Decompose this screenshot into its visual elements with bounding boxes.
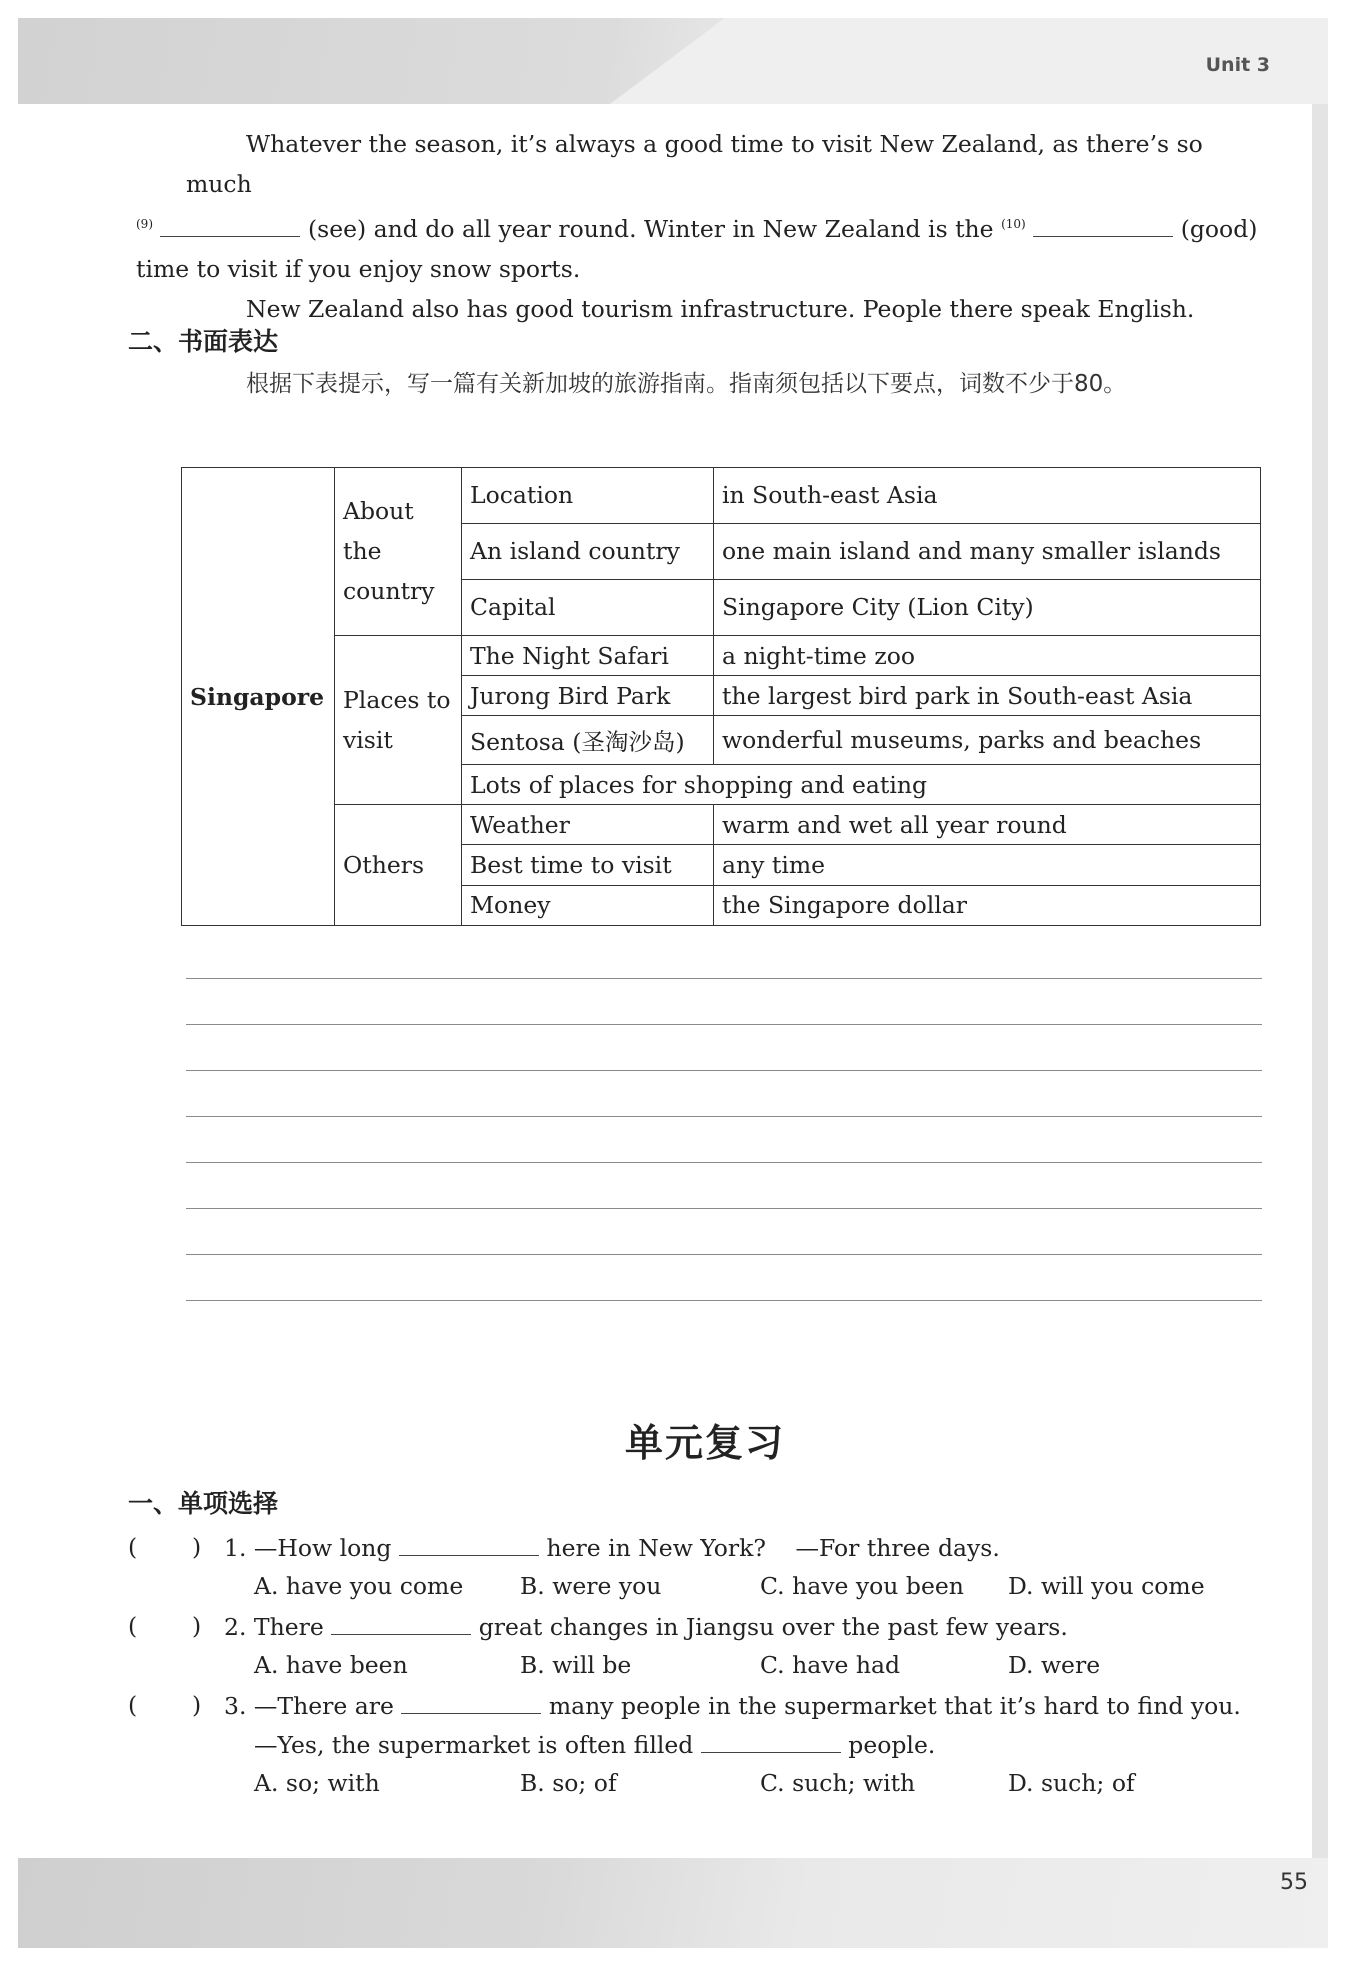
table-item: Money [462, 885, 714, 925]
page-number: 55 [1280, 1870, 1308, 1895]
option-d[interactable]: D. such; of [1008, 1769, 1135, 1797]
option-c[interactable]: C. such; with [760, 1769, 916, 1797]
answer-paren-close: ) [192, 1691, 202, 1719]
writing-line[interactable] [186, 1300, 1262, 1301]
answer-paren-close: ) [192, 1612, 202, 1640]
question-blank[interactable] [401, 1691, 541, 1714]
writing-line[interactable] [186, 1254, 1262, 1255]
table-item: The Night Safari [462, 635, 714, 675]
table-detail: any time [714, 845, 1261, 885]
writing-line[interactable] [186, 1116, 1262, 1117]
option-d[interactable]: D. were [1008, 1651, 1101, 1679]
option-b[interactable]: B. were you [520, 1572, 662, 1600]
question-text: people. [848, 1731, 936, 1759]
option-b[interactable]: B. will be [520, 1651, 632, 1679]
table-detail: Singapore City (Lion City) [714, 579, 1261, 635]
table-item: Jurong Bird Park [462, 676, 714, 716]
question-number: 1. [224, 1534, 247, 1562]
table-detail: the largest bird park in South-east Asia [714, 676, 1261, 716]
question-text: here in New York? [546, 1534, 766, 1562]
question-reply: —For three days. [795, 1534, 1000, 1562]
question-text: —How long [253, 1534, 392, 1562]
answer-paren-open: ( [128, 1612, 138, 1640]
question-3-stem [224, 1691, 1241, 1720]
blank-10[interactable] [1033, 214, 1173, 237]
answer-paren-open: ( [128, 1691, 138, 1719]
option-a[interactable]: A. have you come [254, 1572, 464, 1600]
option-b[interactable]: B. so; of [520, 1769, 617, 1797]
section-heading-choice: 一、单项选择 [128, 1489, 279, 1518]
footer-band [18, 1858, 1328, 1948]
question-blank[interactable] [331, 1612, 471, 1635]
reading-passage [136, 124, 1266, 329]
option-c[interactable]: C. have had [760, 1651, 901, 1679]
table-item: Sentosa (圣淘沙岛) [462, 716, 714, 765]
question-text: many people in the supermarket that it’s hard to find you. [548, 1692, 1241, 1720]
answer-paren-open: ( [128, 1533, 138, 1561]
question-text: There [253, 1613, 324, 1641]
section-heading-writing: 二、书面表达 [128, 327, 279, 356]
review-title: 单元复习 [624, 1421, 785, 1465]
option-a[interactable]: A. so; with [254, 1769, 380, 1797]
writing-line[interactable] [186, 1024, 1262, 1025]
writing-line[interactable] [186, 1162, 1262, 1163]
passage-line-3: time to visit if you enjoy snow sports. [136, 254, 581, 283]
passage-line-4: New Zealand also has good tourism infrastructure. People there speak English. [246, 294, 1195, 323]
table-detail: the Singapore dollar [714, 885, 1261, 925]
question-blank[interactable] [701, 1730, 841, 1753]
question-3-line-2 [254, 1730, 935, 1759]
question-text: great changes in Jiangsu over the past few years. [478, 1613, 1068, 1641]
option-c[interactable]: C. have you been [760, 1572, 964, 1600]
answer-paren-close: ) [192, 1533, 202, 1561]
option-d[interactable]: D. will you come [1008, 1572, 1205, 1600]
blank-10-number: (10) [1001, 217, 1026, 231]
writing-instruction: 根据下表提示，写一篇有关新加坡的旅游指南。指南须包括以下要点，词数不少于80。 [246, 371, 1127, 397]
table-item: Weather [462, 805, 714, 845]
table-detail: a night-time zoo [714, 635, 1261, 675]
group-others: Others [335, 805, 462, 926]
question-blank[interactable] [399, 1533, 539, 1556]
question-1-stem [224, 1533, 1000, 1562]
singapore-info-table [181, 467, 1261, 926]
blank-9[interactable] [160, 214, 300, 237]
passage-line-1: Whatever the season, it’s always a good time to visit New Zealand, as there’s so much [186, 130, 1203, 198]
group-places: Places to visit [335, 635, 462, 804]
table-item-wide: Lots of places for shopping and eating [462, 764, 1261, 804]
group-about: About the country [335, 468, 462, 636]
question-2-stem [224, 1612, 1068, 1641]
table-detail: in South-east Asia [714, 468, 1261, 524]
passage-line-2-b: (good) [1180, 214, 1258, 243]
writing-line[interactable] [186, 1208, 1262, 1209]
table-detail: warm and wet all year round [714, 805, 1261, 845]
question-text: —There are [253, 1692, 394, 1720]
passage-line-2 [136, 204, 1266, 249]
table-detail: one main island and many smaller islands [714, 523, 1261, 579]
writing-line[interactable] [186, 978, 1262, 979]
table-item: Location [462, 468, 714, 524]
passage-line-2-a: (see) and do all year round. Winter in New Zealand is the [307, 214, 994, 243]
table-item: An island country [462, 523, 714, 579]
table-detail: wonderful museums, parks and beaches [714, 716, 1261, 765]
option-a[interactable]: A. have been [254, 1651, 408, 1679]
question-number: 2. [224, 1613, 247, 1641]
page-edge-strip [1312, 104, 1328, 1858]
question-number: 3. [224, 1692, 247, 1720]
country-cell: Singapore [182, 468, 335, 926]
unit-label: Unit 3 [1205, 54, 1270, 76]
table-item: Capital [462, 579, 714, 635]
question-text: —Yes, the supermarket is often filled [254, 1731, 694, 1759]
table-item: Best time to visit [462, 845, 714, 885]
writing-line[interactable] [186, 1070, 1262, 1071]
blank-9-number: (9) [136, 217, 153, 231]
